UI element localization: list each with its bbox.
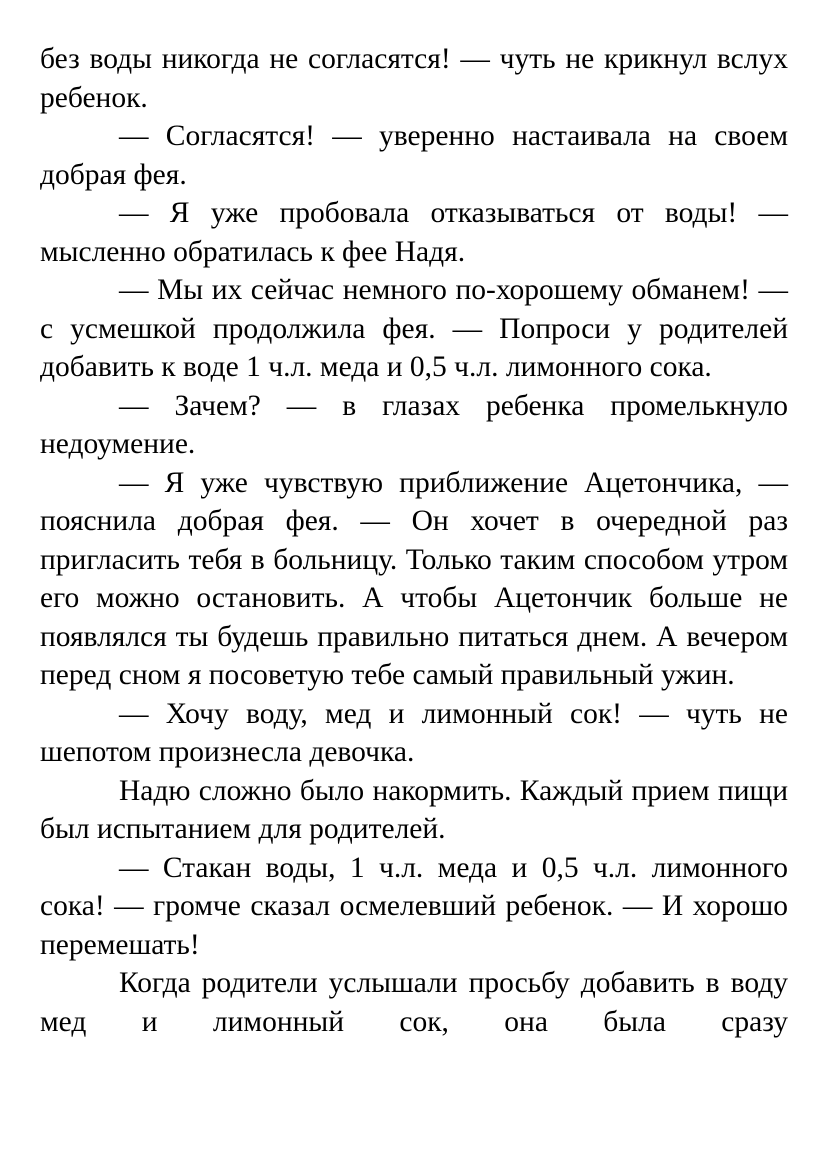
paragraph-1: без воды никогда не согласятся! — чуть не крикнул вслух ребенок. — [40, 43, 788, 114]
paragraph-4: — Мы их сейчас немного по-хорошему обманем! — с усмешкой продолжила фея. — Попроси у родителей добавить к воде 1 ч.л. меда и 0,5 ч.л. лимонного сока. — [40, 274, 788, 383]
paragraph-6: — Я уже чувствую приближение Ацетончика, — пояснила добрая фея. — Он хочет в очередной раз пригласить тебя в больницу. Только таким способом утром его можно остановить. А чтобы Ацетончик больше не появлялся ты будешь правильно питаться днем. А вечером перед сном я посоветую тебе самый правильный ужин. — [40, 466, 788, 691]
paragraph-5: — Зачем? — в глазах ребенка промелькнуло недоумение. — [40, 389, 788, 460]
paragraph-8: Надю сложно было накормить. Каждый прием пищи был испытанием для родителей. — [40, 774, 788, 845]
document-page — [40, 40, 788, 1041]
paragraph-7: — Хочу воду, мед и лимонный сок! — чуть не шепотом произнесла девочка. — [40, 697, 788, 768]
paragraph-10: Когда родители услышали просьбу добавить в воду мед и лимонный сок, она была сразу — [40, 967, 788, 1038]
paragraph-2: — Согласятся! — уверенно настаивала на своем добрая фея. — [40, 120, 788, 191]
paragraph-3: — Я уже пробовала отказываться от воды! — мысленно обратилась к фее Надя. — [40, 197, 788, 268]
paragraph-9: — Стакан воды, 1 ч.л. меда и 0,5 ч.л. лимонного сока! — громче сказал осмелевший ребенок. — И хорошо перемешать! — [40, 851, 788, 961]
